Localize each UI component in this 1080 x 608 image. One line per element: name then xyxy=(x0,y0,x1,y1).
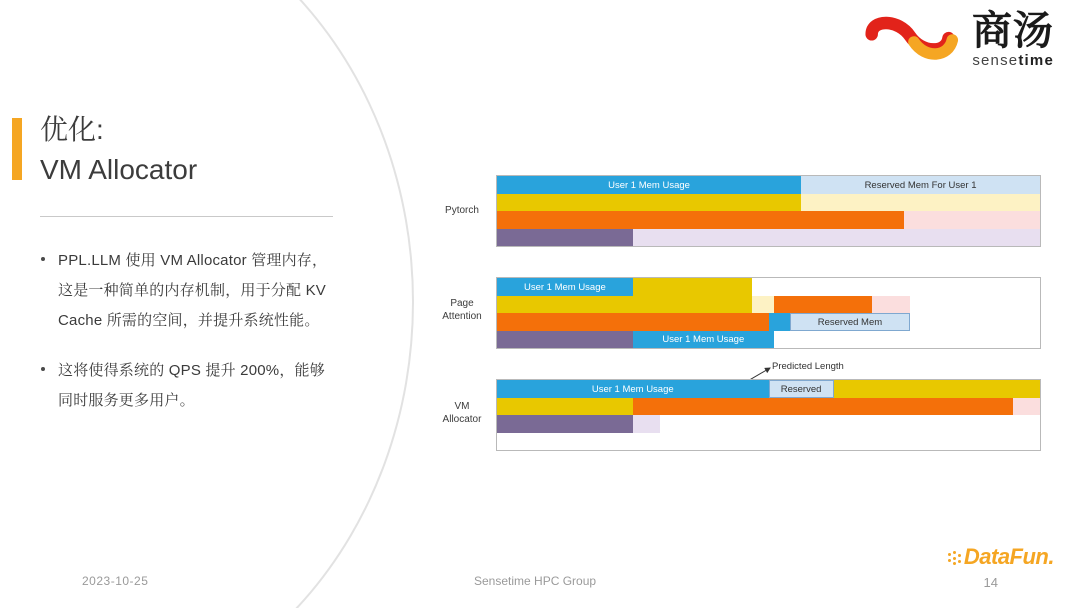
bullet-list xyxy=(40,246,340,436)
segment-yellow-used xyxy=(497,398,633,415)
segment-blue-block xyxy=(769,313,791,331)
page-title-line1: 优化: xyxy=(40,114,104,145)
datafun-dots-icon xyxy=(948,551,964,565)
segment-user1-mem-usage: User 1 Mem Usage xyxy=(497,176,801,194)
segment-purple-reserved xyxy=(633,229,1040,246)
logo-brand-cn: 商汤 xyxy=(972,8,1054,54)
segment-yellow-block xyxy=(633,278,752,296)
segment-orange-used xyxy=(497,211,904,229)
bullet-dot-icon xyxy=(41,257,45,261)
footer-page-number: 14 xyxy=(983,575,998,590)
segment-reserved: Reserved xyxy=(769,380,834,398)
list-item xyxy=(40,246,340,336)
segment-orange-reserved xyxy=(1013,398,1040,415)
row-label-vm-allocator: VM Allocator xyxy=(442,401,482,425)
list-item-text: PPL.LLM 使用 VM Allocator 管理内存，这是一种简单的内存机制，用于分配 KV Cache 所需的空间，并提升系统性能。 xyxy=(58,252,328,329)
segment-yellow-used-2 xyxy=(633,296,752,313)
segment-yellow-block xyxy=(834,380,1040,398)
datafun-wordmark: DataFun. xyxy=(963,544,1054,569)
segment-orange-reserved xyxy=(904,211,1040,229)
segment-reserved-mem: Reserved Mem xyxy=(790,313,909,331)
title-accent-bar xyxy=(12,118,22,180)
segment-yellow-reserved xyxy=(801,194,1040,211)
logo-brand-en-light: sense xyxy=(972,52,1019,69)
panel-vm-allocator xyxy=(496,379,1041,451)
list-item-text: 这将使得系统的 QPS 提升 200%，能够同时服务更多用户。 xyxy=(58,362,325,409)
memory-allocation-diagram xyxy=(432,165,1052,465)
panel-page-attention xyxy=(496,277,1041,349)
footer-center-text: Sensetime HPC Group xyxy=(474,574,597,588)
segment-orange-used xyxy=(633,398,1013,415)
title-divider xyxy=(40,216,333,217)
logo-brand-en-bold: time xyxy=(1018,52,1054,69)
row-label-pytorch: Pytorch xyxy=(445,205,479,216)
segment-purple-used xyxy=(497,229,633,246)
segment-reserved-mem-user1: Reserved Mem For User 1 xyxy=(801,176,1040,194)
segment-purple-used xyxy=(497,331,633,348)
segment-yellow-used xyxy=(497,296,633,313)
page-title xyxy=(40,110,197,190)
segment-purple-used xyxy=(497,415,633,433)
segment-orange-reserved xyxy=(872,296,910,313)
sensetime-logo xyxy=(864,8,1054,69)
list-item xyxy=(40,356,340,416)
page-title-line2: VM Allocator xyxy=(40,153,198,185)
bullet-dot-icon xyxy=(41,367,45,371)
row-label-page-attention: Page Attention xyxy=(442,298,482,322)
datafun-logo xyxy=(948,544,1054,570)
segment-orange-used xyxy=(497,313,769,331)
infinity-mark-icon xyxy=(864,15,960,67)
logo-brand-en xyxy=(972,52,1054,69)
panel-pytorch xyxy=(496,175,1041,247)
segment-purple-reserved xyxy=(633,415,660,433)
segment-orange-block xyxy=(774,296,872,313)
segment-user1-mem-usage: User 1 Mem Usage xyxy=(497,278,633,296)
segment-user1-mem-usage-2: User 1 Mem Usage xyxy=(633,331,774,348)
segment-user1-mem-usage: User 1 Mem Usage xyxy=(497,380,769,398)
segment-yellow-used xyxy=(497,194,801,211)
segment-yellow-reserved xyxy=(752,296,774,313)
annotation-predicted-length: Predicted Length xyxy=(772,361,844,372)
footer-date: 2023-10-25 xyxy=(82,574,149,588)
